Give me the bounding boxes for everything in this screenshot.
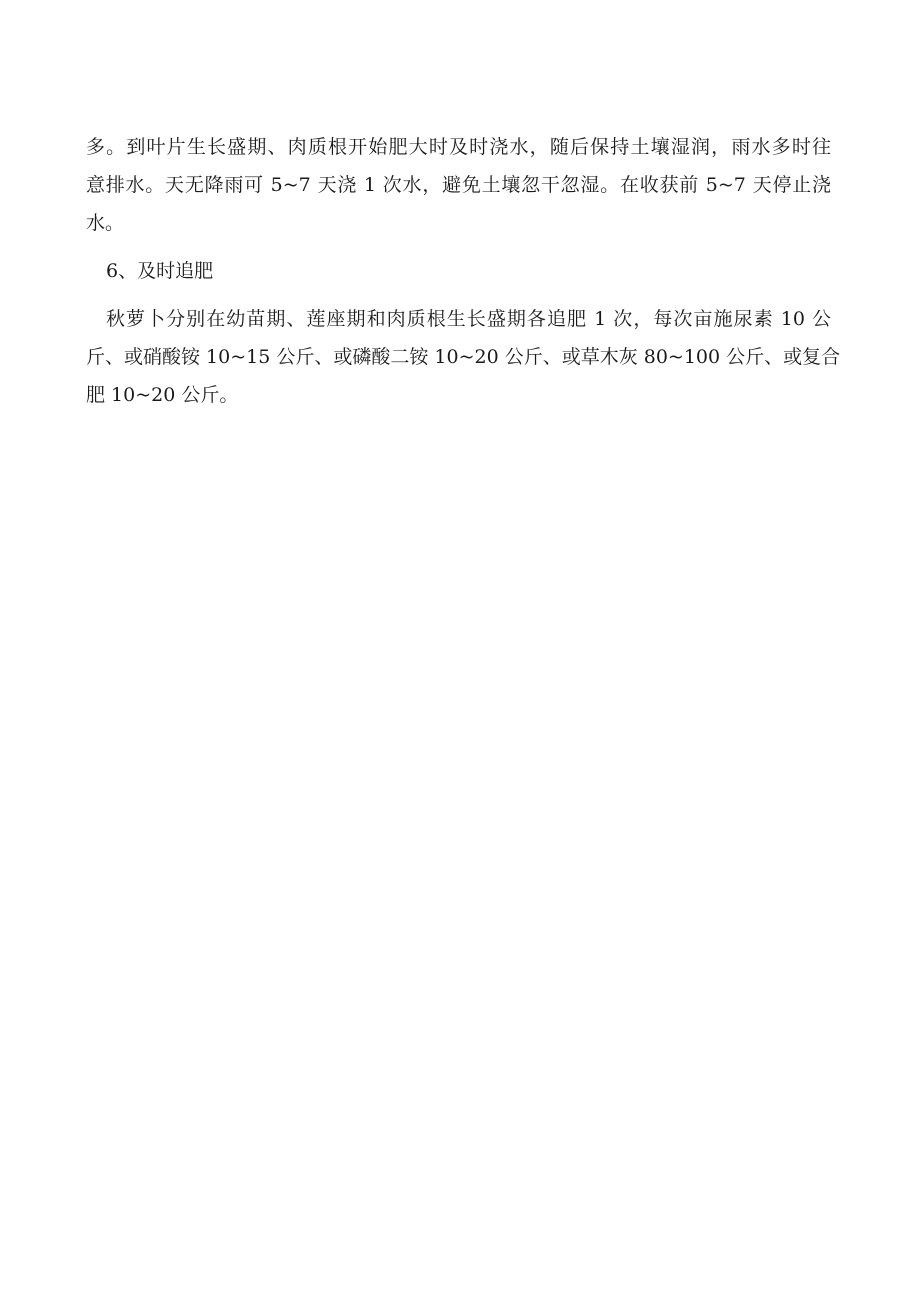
paragraph-watering [86, 128, 831, 242]
section-heading-fertilize: 6、及时追肥 [106, 260, 214, 282]
paragraph-line: 斤、或硝酸铵 10~15 公斤、或磷酸二铵 10~20 公斤、或草木灰 80~100 公斤、或复合 [86, 346, 841, 368]
paragraph-line: 肥 10~20 公斤。 [86, 384, 239, 406]
paragraph-line: 秋萝卜分别在幼苗期、莲座期和肉质根生长盛期各追肥 1 次，每次亩施尿素 10 公 [106, 308, 831, 330]
paragraph-line: 水。 [86, 212, 125, 234]
paragraph-line: 多。到叶片生长盛期、肉质根开始肥大时及时浇水，随后保持土壤湿润，雨水多时往 [86, 136, 831, 158]
paragraph-spacer [86, 290, 831, 300]
paragraph-spacer [86, 242, 831, 252]
paragraph-line: 意排水。天无降雨可 5~7 天浇 1 次水，避免土壤忽干忽湿。在收获前 5~7 天停止浇 [86, 174, 831, 196]
document-body [86, 128, 841, 414]
paragraph-fertilize [86, 300, 841, 414]
